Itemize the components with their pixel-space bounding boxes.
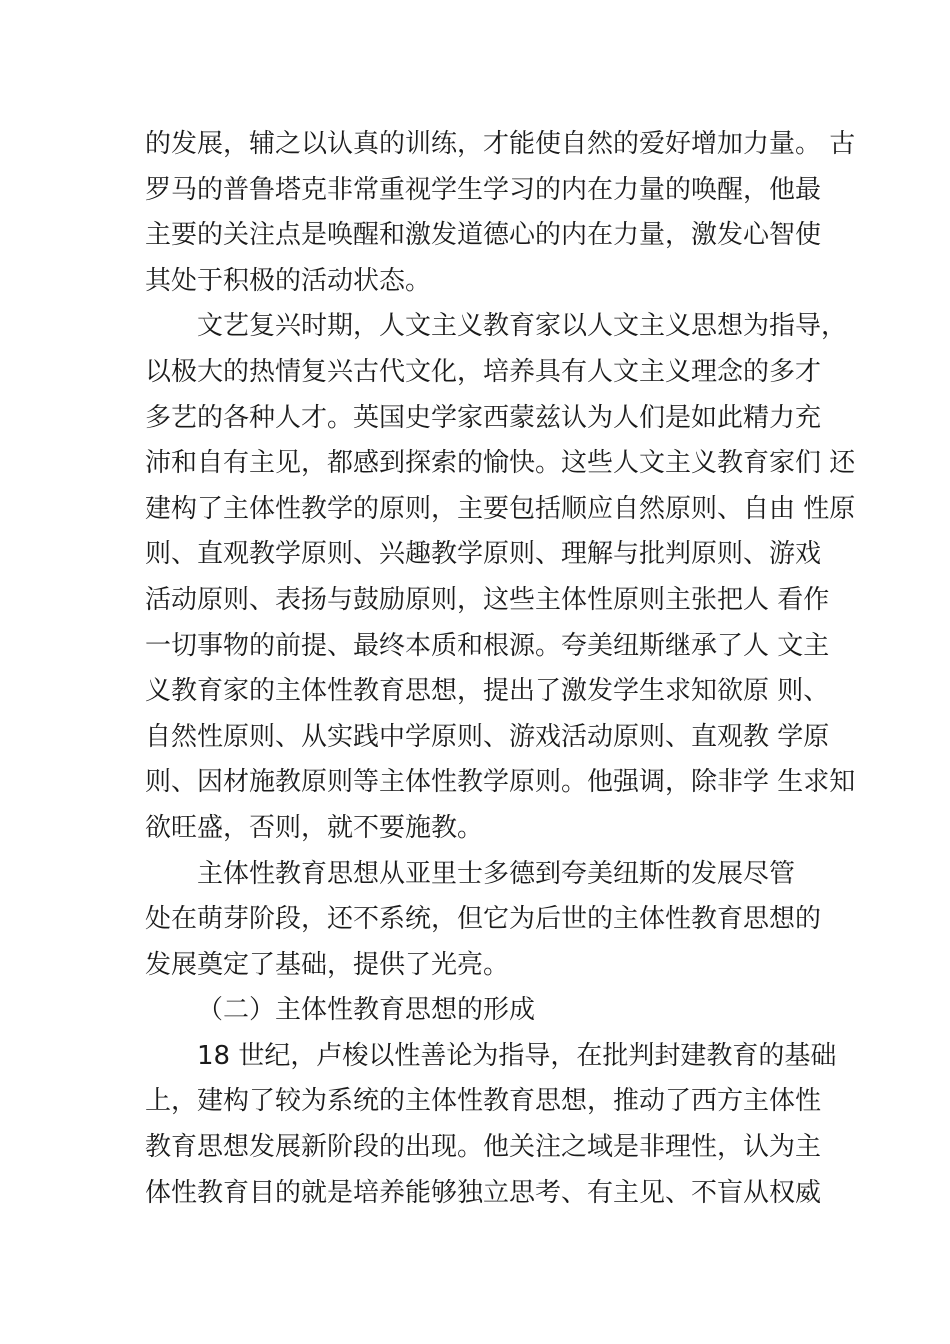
text-line: 多艺的各种人才。英国史学家西蒙兹认为人们是如此精力充 <box>145 402 822 433</box>
text-line: 教育思想发展新阶段的出现。他关注之域是非理性，认为主 <box>145 1132 822 1163</box>
text-line: 上，建构了较为系统的主体性教育思想，推动了西方主体性 <box>145 1086 822 1117</box>
text-line: 自然性原则、从实践中学原则、游戏活动原则、直观教 学原 <box>145 721 830 752</box>
text-line: 活动原则、表扬与鼓励原则，这些主体性原则主张把人 看作 <box>145 584 830 615</box>
text-line: 主要的关注点是唤醒和激发道德心的内在力量，激发心智使 <box>145 220 822 251</box>
text-line: 以极大的热情复兴古代文化，培养具有人文主义理念的多才 <box>145 356 822 387</box>
text-line: 罗马的普鲁塔克非常重视学生学习的内在力量的唤醒，他最 <box>145 174 822 205</box>
text-line: 主体性教育思想从亚里士多德到夸美纽斯的发展尽管 <box>197 858 796 889</box>
text-line: 义教育家的主体性教育思想，提出了激发学生求知欲原 则、 <box>145 676 830 707</box>
text-line: 则、因材施教原则等主体性教学原则。他强调，除非学 生求知 <box>145 767 856 798</box>
text-line: 则、直观教学原则、兴趣教学原则、理解与批判原则、游戏 <box>145 539 822 570</box>
text-line: （二）主体性教育思想的形成 <box>197 995 536 1026</box>
text-line: 18 世纪，卢梭以性善论为指导，在批判封建教育的基础 <box>197 1040 837 1071</box>
text-line: 一切事物的前提、最终本质和根源。夸美纽斯继承了人 文主 <box>145 630 830 661</box>
text-line: 的发展，辅之以认真的训练，才能使自然的爱好增加力量。 古 <box>145 129 856 159</box>
body-text <box>145 122 856 1216</box>
text-line: 建构了主体性教学的原则，主要包括顺应自然原则、自由 性原 <box>145 493 856 524</box>
text-line: 处在萌芽阶段，还不系统，但它为后世的主体性教育思想的 <box>145 904 822 935</box>
text-line: 沛和自有主见，都感到探索的愉快。这些人文主义教育家们 还 <box>145 448 856 479</box>
text-line: 欲旺盛，否则，就不要施教。 <box>145 812 484 843</box>
text-line: 其处于积极的活动状态。 <box>145 265 432 296</box>
text-line: 发展奠定了基础，提供了光亮。 <box>145 949 510 980</box>
text-line: 体性教育目的就是培养能够独立思考、有主见、不盲从权威 <box>145 1177 822 1208</box>
text-line: 文艺复兴时期，人文主义教育家以人文主义思想为指导， <box>197 311 848 342</box>
